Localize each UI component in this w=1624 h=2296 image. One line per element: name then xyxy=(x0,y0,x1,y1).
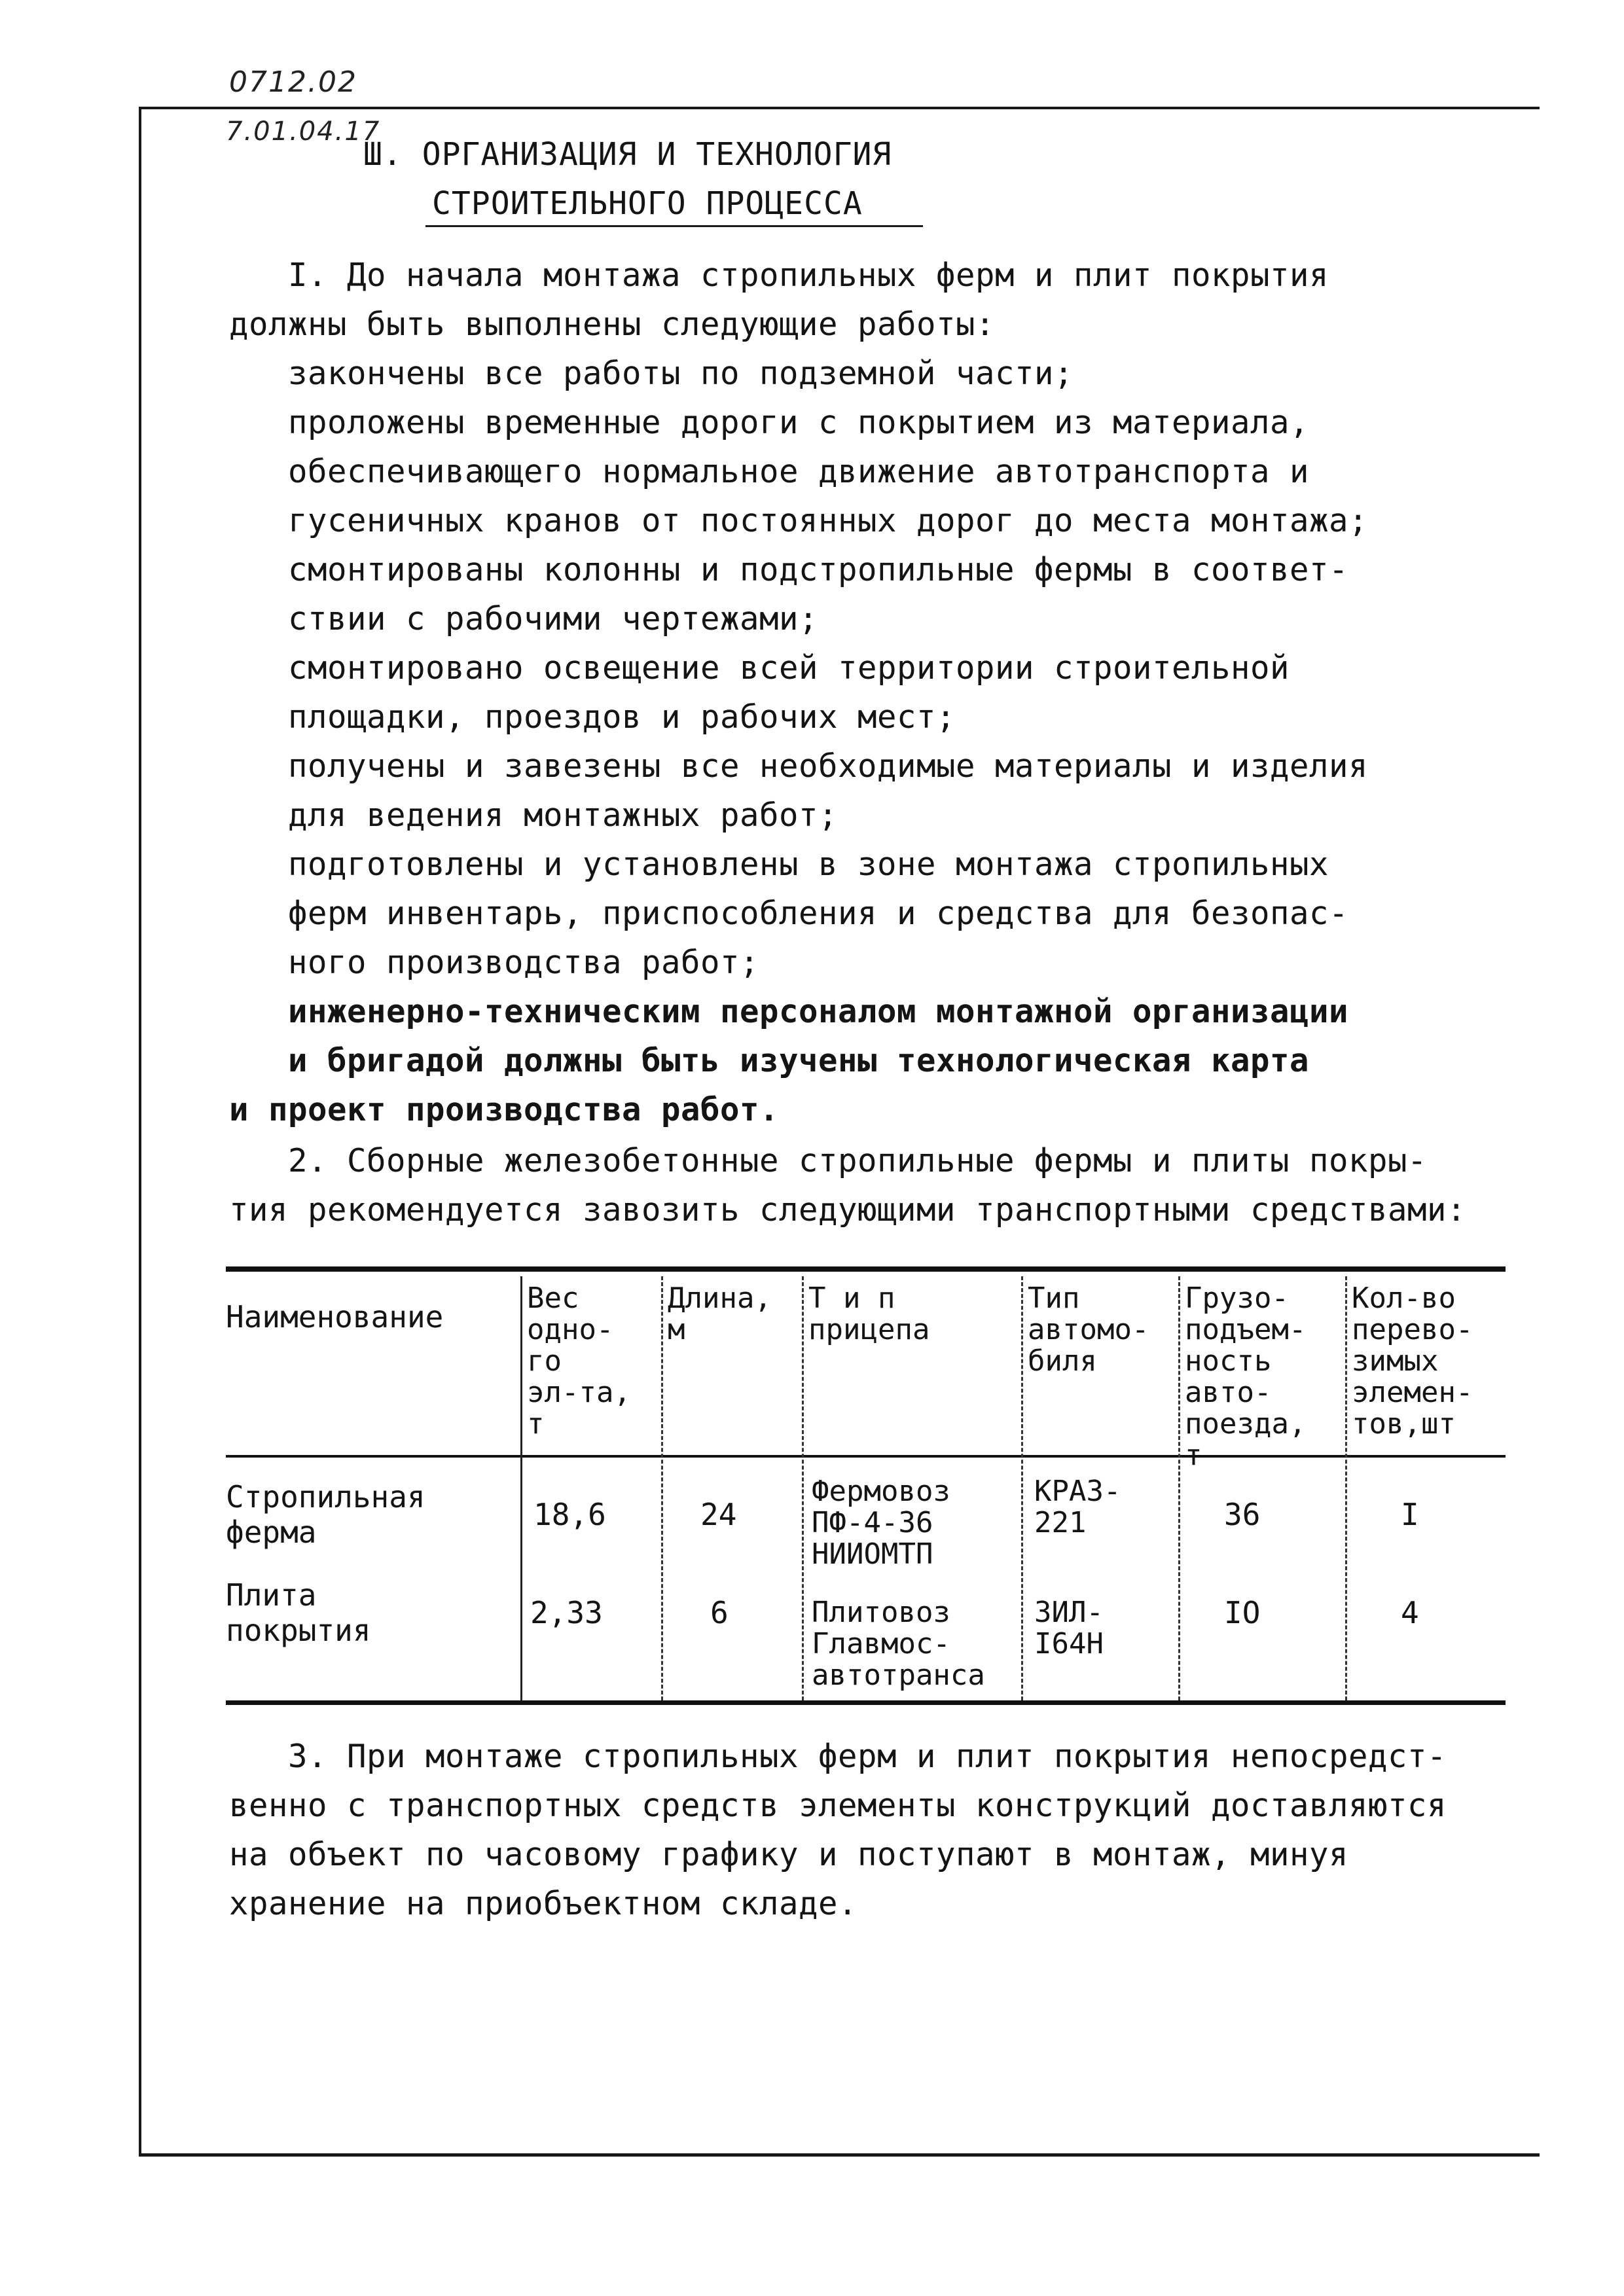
table-header-length: Длина, м xyxy=(668,1282,772,1346)
table-header-weight: Вес одно- го эл-та, т xyxy=(527,1282,631,1441)
table-column-divider xyxy=(802,1276,804,1700)
table-cell-weight: 18,6 xyxy=(533,1497,606,1532)
closing-line: на объект по часовому графику и поступают в монтаж, минуя xyxy=(229,1836,1349,1873)
table-cell-length: 6 xyxy=(710,1595,729,1630)
body-line: обеспечивающего нормальное движение автотранспорта и xyxy=(288,453,1310,490)
body-line: площадки, проездов и рабочих мест; xyxy=(288,698,956,736)
frame-top-border xyxy=(139,107,1540,109)
body-line: гусеничных кранов от постоянных дорог до места монтажа; xyxy=(288,502,1369,539)
body-line: I. До начала монтажа стропильных ферм и плит покрытия xyxy=(288,257,1329,294)
table-header-name: Наименование xyxy=(226,1299,444,1335)
closing-line: венно с транспортных средств элементы конструкций доставляются xyxy=(229,1787,1447,1824)
body-line: закончены все работы по подземной части; xyxy=(288,355,1074,392)
table-column-divider xyxy=(520,1276,522,1700)
body-line: смонтировано освещение всей территории строительной xyxy=(288,649,1290,687)
table-cell-vehicle: КРАЗ- 221 xyxy=(1034,1475,1121,1539)
table-header-capacity: Грузо- подъем- ность авто- поезда, т xyxy=(1185,1282,1307,1472)
body-line: 2. Сборные железобетонные стропильные фермы и плиты покры- xyxy=(288,1142,1428,1179)
body-line: и бригадой должны быть изучены технологическая карта xyxy=(288,1042,1310,1079)
body-line: тия рекомендуется завозить следующими транспортными средствами: xyxy=(229,1191,1467,1229)
body-line: получены и завезены все необходимые материалы и изделия xyxy=(288,747,1369,785)
closing-line: 3. При монтаже стропильных ферм и плит покрытия непосредст- xyxy=(288,1738,1447,1775)
table-cell-count: I xyxy=(1401,1497,1419,1532)
section-title-line2: СТРОИТЕЛЬНОГО ПРОЦЕССА xyxy=(432,185,863,222)
section-title-line1: Ш. ОРГАНИЗАЦИЯ И ТЕХНОЛОГИЯ xyxy=(363,136,892,173)
table-column-divider xyxy=(1021,1276,1023,1700)
table-cell-count: 4 xyxy=(1401,1595,1419,1630)
table-header-vehicle: Тип автомо- биля xyxy=(1028,1282,1149,1378)
body-line: инженерно-техническим персоналом монтажной организации xyxy=(288,993,1349,1030)
table-header-trailer: Т и п прицепа xyxy=(808,1282,930,1346)
frame-left-border xyxy=(139,107,141,2155)
body-line: подготовлены и установлены в зоне монтажа стропильных xyxy=(288,846,1329,883)
title-underline xyxy=(425,225,923,227)
table-column-divider xyxy=(1345,1276,1347,1700)
body-line: и проект производства работ. xyxy=(229,1091,780,1128)
table-cell-length: 24 xyxy=(700,1497,737,1532)
table-cell-weight: 2,33 xyxy=(530,1595,603,1630)
body-line: должны быть выполнены следующие работы: xyxy=(229,306,996,343)
handwritten-code-top: 0712.02 xyxy=(229,65,357,99)
frame-bottom-border xyxy=(139,2153,1540,2157)
body-line: для ведения монтажных работ; xyxy=(288,797,839,834)
table-top-rule xyxy=(226,1266,1506,1272)
body-line: смонтированы колонны и подстропильные фермы в соответ- xyxy=(288,551,1349,588)
body-line: ферм инвентарь, приспособления и средства для безопас- xyxy=(288,895,1349,932)
table-cell-name: Плита покрытия xyxy=(226,1577,371,1648)
table-cell-trailer: Фермовоз ПФ-4-36 НИИОМТП xyxy=(812,1475,950,1571)
table-header-count: Кол-во перево- зимых элемен- тов,шт xyxy=(1352,1282,1473,1441)
table-column-divider xyxy=(1178,1276,1180,1700)
table-cell-trailer: Плитовоз Главмос- автотранса xyxy=(812,1596,985,1692)
body-line: проложены временные дороги с покрытием из материала, xyxy=(288,404,1310,441)
body-line: ствии с рабочими чертежами; xyxy=(288,600,819,637)
closing-line: хранение на приобъектном складе. xyxy=(229,1885,858,1922)
table-column-divider xyxy=(661,1276,663,1700)
table-cell-vehicle: ЗИЛ- I64Н xyxy=(1034,1596,1104,1660)
table-header-rule xyxy=(226,1455,1506,1458)
table-cell-capacity: 36 xyxy=(1224,1497,1261,1532)
table-cell-name: Стропильная ферма xyxy=(226,1479,425,1550)
table-bottom-rule xyxy=(226,1700,1506,1705)
body-line: ного производства работ; xyxy=(288,944,760,981)
table-cell-capacity: IO xyxy=(1224,1595,1261,1630)
handwritten-code-second: 7.01.04.17 xyxy=(226,117,381,147)
